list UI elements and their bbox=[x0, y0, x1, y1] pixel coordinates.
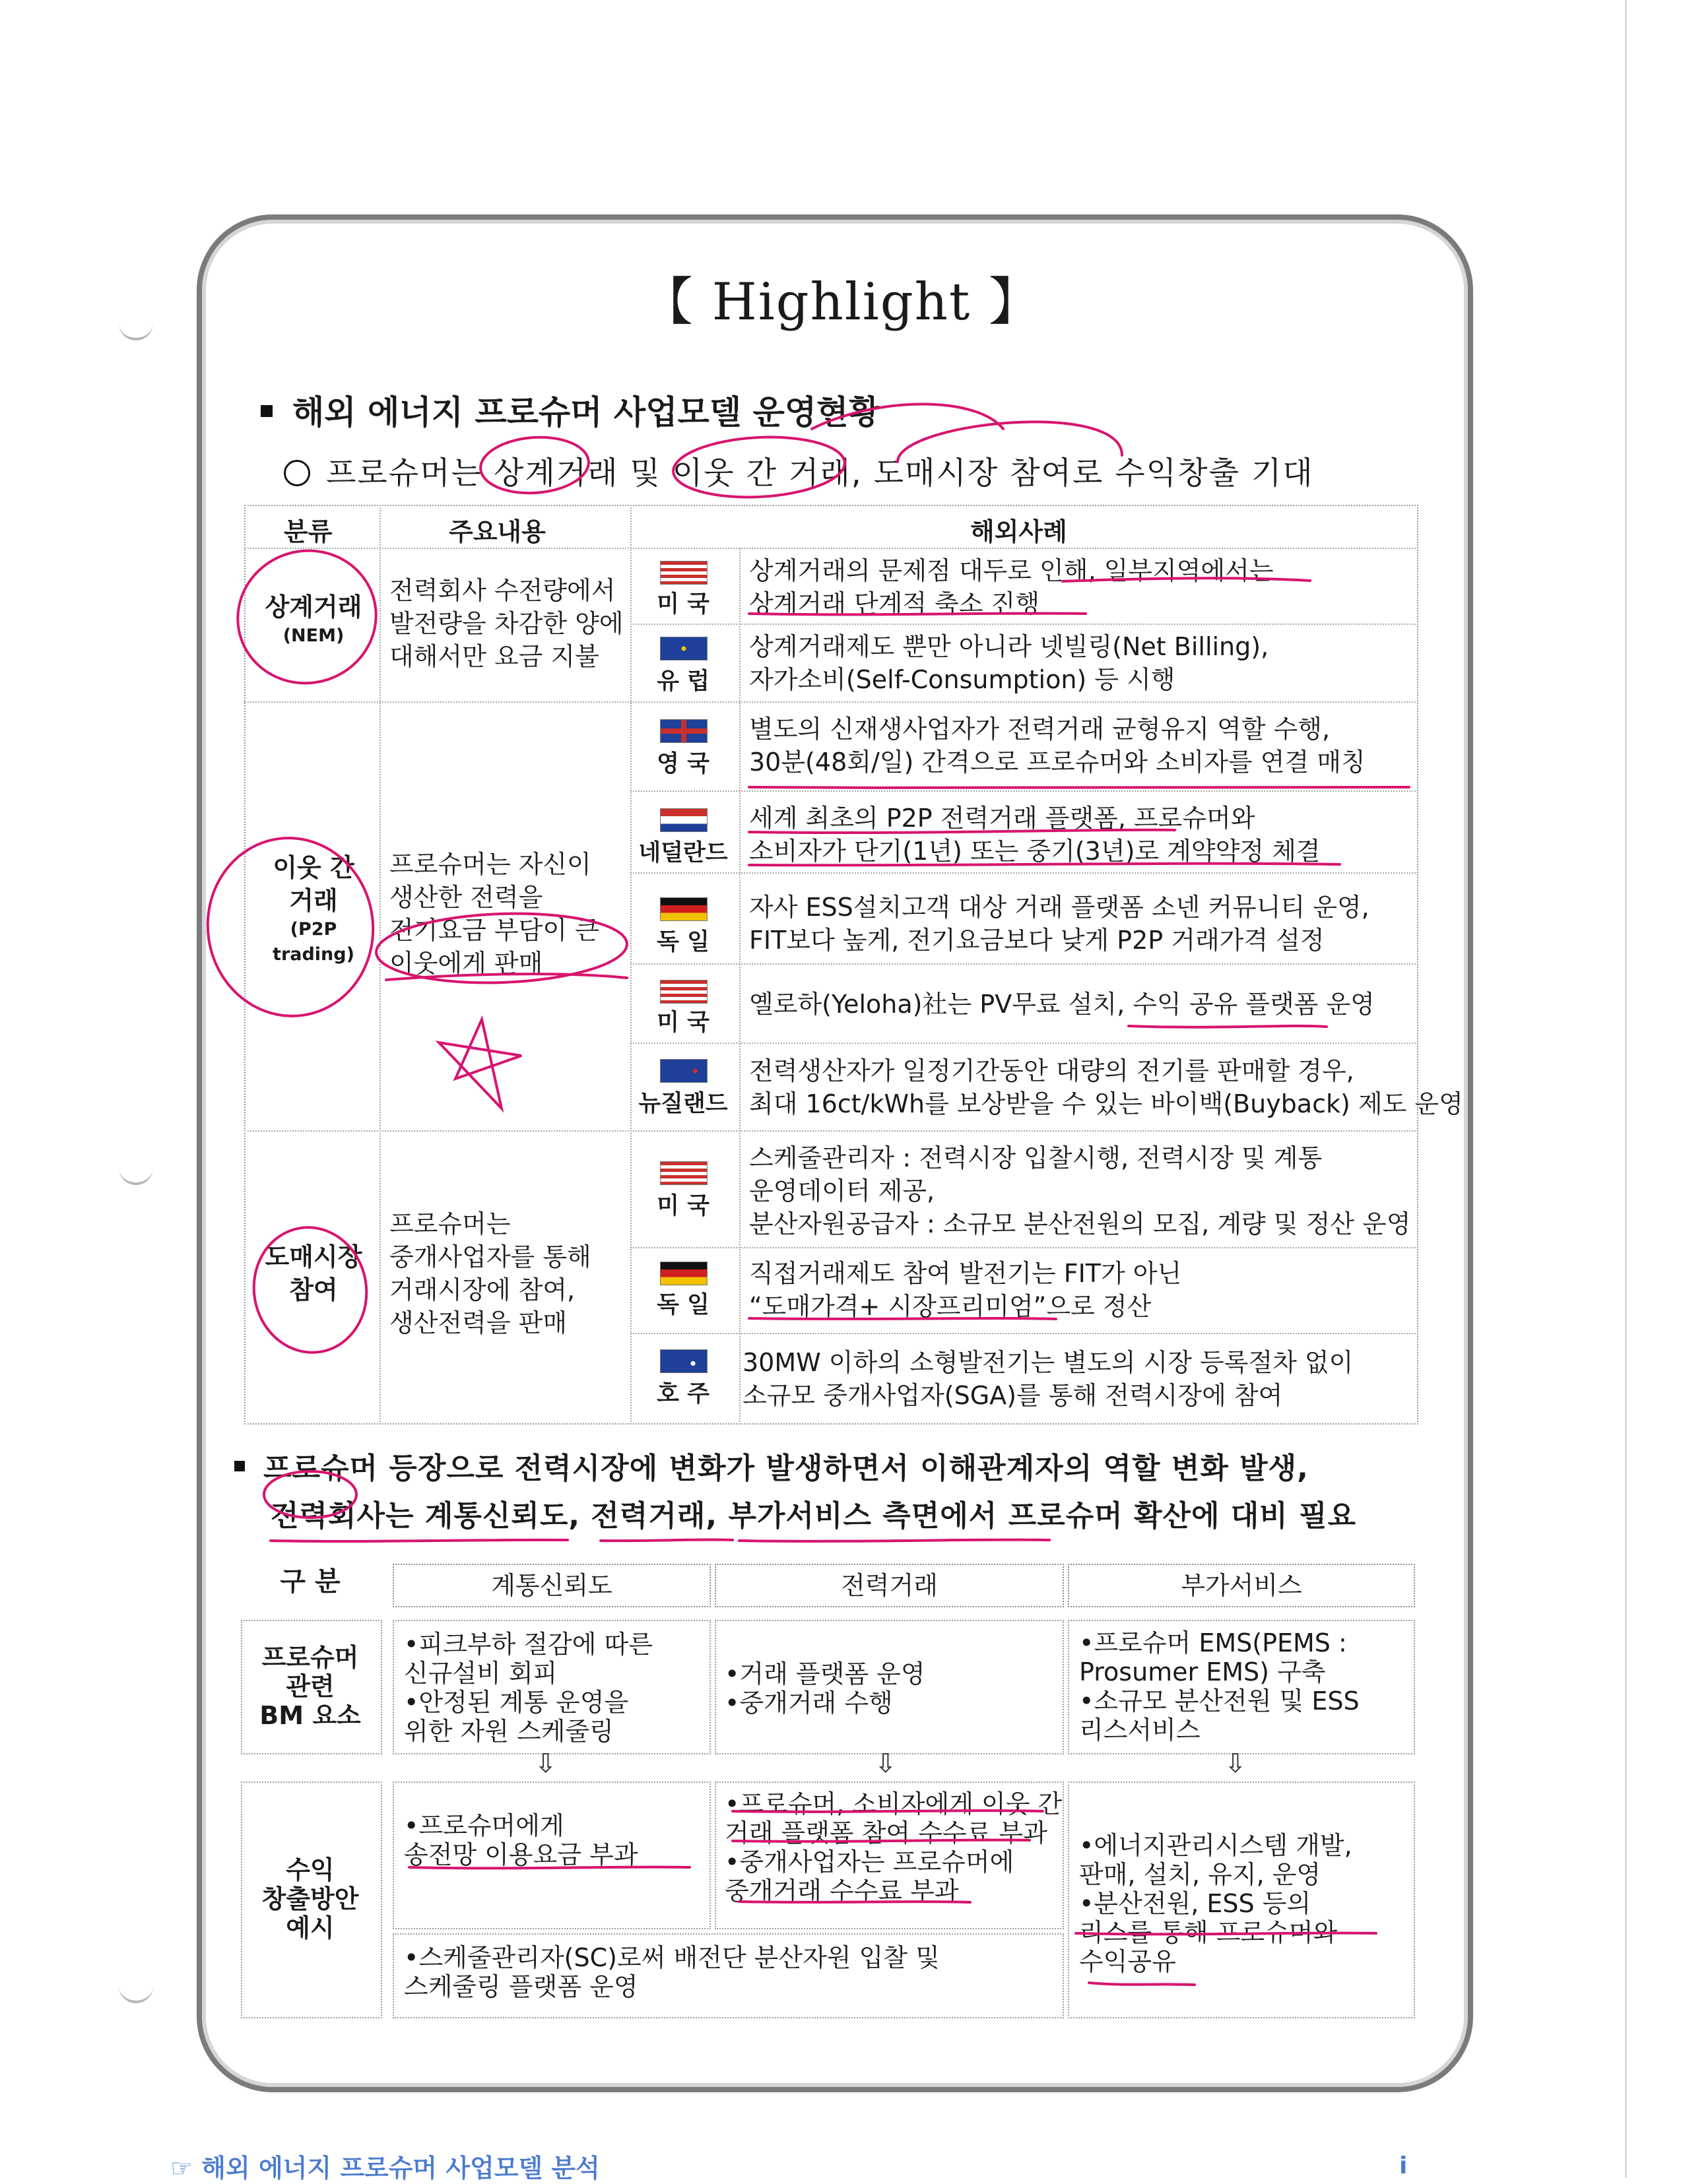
down-arrow-icon: ⇩ bbox=[874, 1749, 897, 1779]
case-text: 30MW 이하의 소형발전기는 별도의 시장 등록절차 없이 소규모 중개사업자(SGA)를 통해 전력시장에 참여 bbox=[742, 1348, 1354, 1410]
content-wholesale: 프로슈머는 중개사업자를 통해 거래시장에 참여, 생산전력을 판매 bbox=[389, 1209, 591, 1337]
ink-underline bbox=[1089, 1983, 1195, 1985]
ink-circle bbox=[244, 1219, 376, 1362]
ink-underline bbox=[749, 1318, 1056, 1319]
country-label: 독 일 bbox=[657, 1292, 710, 1318]
country-label: 영 국 bbox=[657, 751, 710, 777]
ink-underline bbox=[739, 1540, 1049, 1541]
case-text: 자사 ESS설치고객 대상 거래 플랫폼 소넨 커뮤니티 운영, FIT보다 높게, 전기요금보다 낮게 P2P 거래가격 설정 bbox=[749, 893, 1370, 955]
down-arrow-icon: ⇩ bbox=[535, 1749, 557, 1779]
country-label: 미 국 bbox=[657, 1010, 710, 1036]
section1-summary: 프로슈머는 상계거래 및 이웃 간 거래, 도매시장 참여로 수익창출 기대 bbox=[284, 449, 1314, 493]
ink-underline bbox=[812, 404, 1003, 430]
category-nem: 상계거래 (NEM) bbox=[265, 593, 362, 646]
category-p2p: 이웃 간 거래 (P2P trading) bbox=[273, 853, 354, 965]
page-title: 【 Highlight 】 bbox=[641, 273, 1042, 332]
case-text: 세계 최초의 P2P 전력거래 플랫폼, 프로슈머와 소비자가 단기(1년) 또는 중기(3년)로 계약약정 체결 bbox=[749, 804, 1321, 866]
ink-circle bbox=[672, 433, 846, 501]
ink-circle bbox=[478, 434, 590, 496]
column-value-added: 부가서비스 bbox=[1068, 1564, 1415, 1607]
ink-underline bbox=[749, 830, 1175, 833]
case-text: 직접거래제도 참여 발전기는 FIT가 아닌 “도매가격+ 시장프리미엄”으로 정산 bbox=[749, 1259, 1182, 1321]
case-text: 옐로하(Yeloha)社는 PV무료 설치, 수익 공유 플랫폼 운영 bbox=[749, 990, 1375, 1019]
section1-heading: 해외 에너지 프로슈머 사업모델 운영현황 bbox=[261, 386, 880, 434]
ink-underline bbox=[749, 864, 1340, 866]
ink-underline bbox=[749, 614, 1086, 615]
category-wholesale: 도매시장 참여 bbox=[265, 1242, 362, 1304]
country-label: 유 럽 bbox=[657, 668, 710, 695]
ink-circle bbox=[196, 827, 384, 1027]
revenue-shared-text: •스케줄관리자(SC)로써 배전단 분산자원 입찰 및 스케줄링 플랫폼 운영 bbox=[404, 1943, 940, 2001]
bm-row-label: 프로슈머 관련 BM 요소 bbox=[259, 1643, 361, 1730]
country-label: 독 일 bbox=[657, 929, 710, 955]
bm-cell-text: •피크부하 절감에 따른 신규설비 회피 •안정된 계통 운영을 위한 자원 스케줄링 bbox=[404, 1630, 653, 1746]
country-label: 미 국 bbox=[657, 591, 710, 618]
content-p2p: 프로슈머는 자신이 생산한 전력을 전기요금 부담이 큰 이웃에게 판매 bbox=[389, 850, 599, 978]
case-text: 스케줄관리자 : 전력시장 입찰시행, 전력시장 및 계통 운영데이터 제공, 분산자원공급자 : 소규모 분산전원의 모집, 계량 및 정산 운영 bbox=[749, 1143, 1411, 1238]
ink-underline bbox=[409, 1867, 690, 1869]
case-text: 상계거래제도 뿐만 아니라 넷빌링(Net Billing), 자가소비(Self-Consumption) 등 시행 bbox=[749, 632, 1269, 694]
page-number: i bbox=[1399, 2152, 1408, 2179]
ink-star bbox=[439, 1019, 521, 1108]
revenue-cell-text: •프로슈머에게 송전망 이용요금 부과 bbox=[404, 1811, 638, 1869]
country-label: 호 주 bbox=[657, 1381, 710, 1407]
country-label: 네덜란드 bbox=[638, 840, 728, 866]
header-content: 주요내용 bbox=[449, 517, 546, 546]
ink-underline bbox=[733, 1840, 1030, 1842]
content-nem: 전력회사 수전량에서 발전량을 차감한 양에 대해서만 요금 지불 bbox=[389, 576, 624, 671]
ink-circle bbox=[898, 422, 1122, 462]
revenue-row-label: 수익 창출방안 예시 bbox=[261, 1855, 359, 1943]
country-label: 미 국 bbox=[657, 1193, 710, 1219]
column-power-trading: 전력거래 bbox=[715, 1564, 1064, 1607]
ink-circle bbox=[223, 535, 391, 699]
ink-underline bbox=[271, 1540, 568, 1541]
ink-underline bbox=[1076, 1933, 1376, 1935]
bm-cell-text: •프로슈머 EMS(PEMS : Prosumer EMS) 구축 •소규모 분산전원 및 ESS 리스서비스 bbox=[1079, 1628, 1360, 1745]
down-arrow-icon: ⇩ bbox=[1224, 1749, 1247, 1779]
header-category: 분류 bbox=[284, 517, 333, 546]
table2-corner: 구 분 bbox=[280, 1566, 341, 1597]
section2-heading: 프로슈머 등장으로 전력시장에 변화가 발생하면서 이해관계자의 역할 변화 발생, bbox=[234, 1445, 1309, 1493]
revenue-cell-text: •프로슈머, 소비자에게 이웃 간 거래 플랫폼 참여 수수료 부과 •중개사업자는 프로슈머에 중개거래 수수료 부과 bbox=[725, 1789, 1063, 1906]
case-text: 전력생산자가 일정기간동안 대량의 전기를 판매할 경우, 최대 16ct/kWh를 보상받을 수 있는 바이백(Buyback) 제도 운영 bbox=[749, 1056, 1463, 1118]
ink-underline bbox=[1129, 1026, 1327, 1027]
ink-underline bbox=[601, 1539, 733, 1541]
country-label: 뉴질랜드 bbox=[638, 1091, 728, 1117]
section2-heading-line2: 전력회사는 계통신뢰도, 전력거래, 부가서비스 측면에서 프로슈머 확산에 대비 필요 bbox=[271, 1499, 1357, 1533]
header-cases: 해외사례 bbox=[970, 517, 1067, 546]
case-text: 상계거래의 문제점 대두로 인해, 일부지역에서는 상계거래 단계적 축소 진행 bbox=[749, 556, 1274, 618]
footer-section-title: ☞ 해외 에너지 프로슈머 사업모델 분석 bbox=[170, 2154, 600, 2183]
ink-underline bbox=[1063, 578, 1310, 581]
case-text: 별도의 신재생사업자가 전력거래 균형유지 역할 수행, 30분(48회/일) 간격으로 프로슈머와 소비자를 연결 매칭 bbox=[749, 715, 1366, 777]
ink-circle bbox=[264, 1471, 356, 1518]
revenue-cell-text: •에너지관리시스템 개발, 판매, 설치, 유지, 운영 •분산전원, ESS 등의 리스를 통해 프로슈머와 수익공유 bbox=[1079, 1831, 1352, 1976]
column-grid-reliability: 계통신뢰도 bbox=[393, 1564, 711, 1607]
ink-underline bbox=[749, 787, 1409, 788]
bm-cell-text: •거래 플랫폼 운영 •중개거래 수행 bbox=[725, 1659, 925, 1718]
ink-underline bbox=[733, 1811, 1043, 1812]
